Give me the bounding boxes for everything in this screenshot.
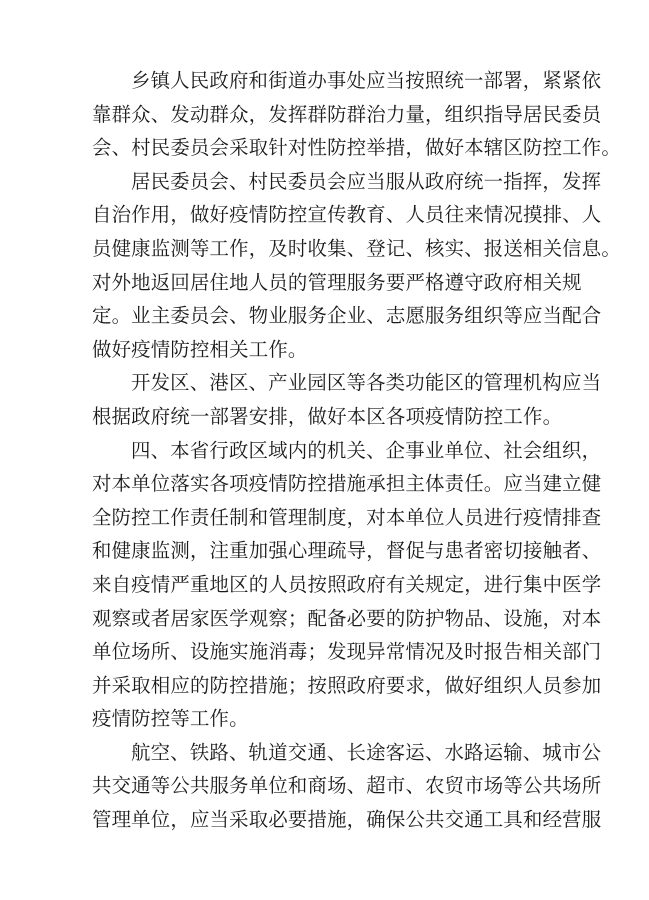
paragraph-5-line-2: 共交通等公共服务单位和商场、超市、农贸市场等公共场所 (92, 774, 602, 798)
paragraph-4-line-9: 疫情防控等工作。 (92, 707, 249, 731)
paragraph-4-line-6: 观察或者居家医学观察；配备必要的防护物品、设施，对本 (92, 606, 602, 630)
paragraph-4-line-1: 四、本省行政区域内的机关、企事业单位、社会组织， (131, 438, 602, 462)
paragraph-1-line-2: 靠群众、发动群众，发挥群防群治力量，组织指导居民委员 (92, 102, 602, 126)
paragraph-2-line-2: 自治作用，做好疫情防控宣传教育、人员往来情况摸排、人 (92, 203, 602, 227)
paragraph-4-line-2: 对本单位落实各项疫情防控措施承担主体责任。应当建立健 (92, 472, 602, 496)
paragraph-3-line-2: 根据政府统一部署安排，做好本区各项疫情防控工作。 (92, 404, 563, 428)
paragraph-4-line-3: 全防控工作责任制和管理制度，对本单位人员进行疫情排查 (92, 505, 602, 529)
paragraph-2-line-5: 定。业主委员会、物业服务企业、志愿服务组织等应当配合 (92, 304, 602, 328)
paragraph-5-line-1: 航空、铁路、轨道交通、长途客运、水路运输、城市公 (131, 740, 602, 764)
paragraph-2-line-1: 居民委员会、村民委员会应当服从政府统一指挥，发挥 (131, 169, 602, 193)
paragraph-2-line-6: 做好疫情防控相关工作。 (92, 337, 308, 361)
paragraph-4-line-4: 和健康监测，注重加强心理疏导，督促与患者密切接触者、 (92, 539, 602, 563)
paragraph-4-line-5: 来自疫情严重地区的人员按照政府有关规定，进行集中医学 (92, 572, 602, 596)
paragraph-5-line-3: 管理单位，应当采取必要措施，确保公共交通工具和经营服 (92, 808, 602, 832)
paragraph-1-line-3: 会、村民委员会采取针对性防控举措，做好本辖区防控工作。 (92, 136, 621, 160)
document-body (92, 64, 621, 837)
paragraph-2-line-3: 员健康监测等工作，及时收集、登记、核实、报送相关信息。 (92, 236, 621, 260)
paragraph-2-line-4: 对外地返回居住地人员的管理服务要严格遵守政府相关规 (92, 270, 582, 294)
paragraph-1-line-1: 乡镇人民政府和街道办事处应当按照统一部署，紧紧依 (131, 69, 602, 92)
paragraph-4-line-7: 单位场所、设施实施消毒；发现异常情况及时报告相关部门 (92, 640, 602, 664)
paragraph-3-line-1: 开发区、港区、产业园区等各类功能区的管理机构应当 (131, 371, 602, 395)
paragraph-4-line-8: 并采取相应的防控措施；按照政府要求，做好组织人员参加 (92, 673, 602, 697)
